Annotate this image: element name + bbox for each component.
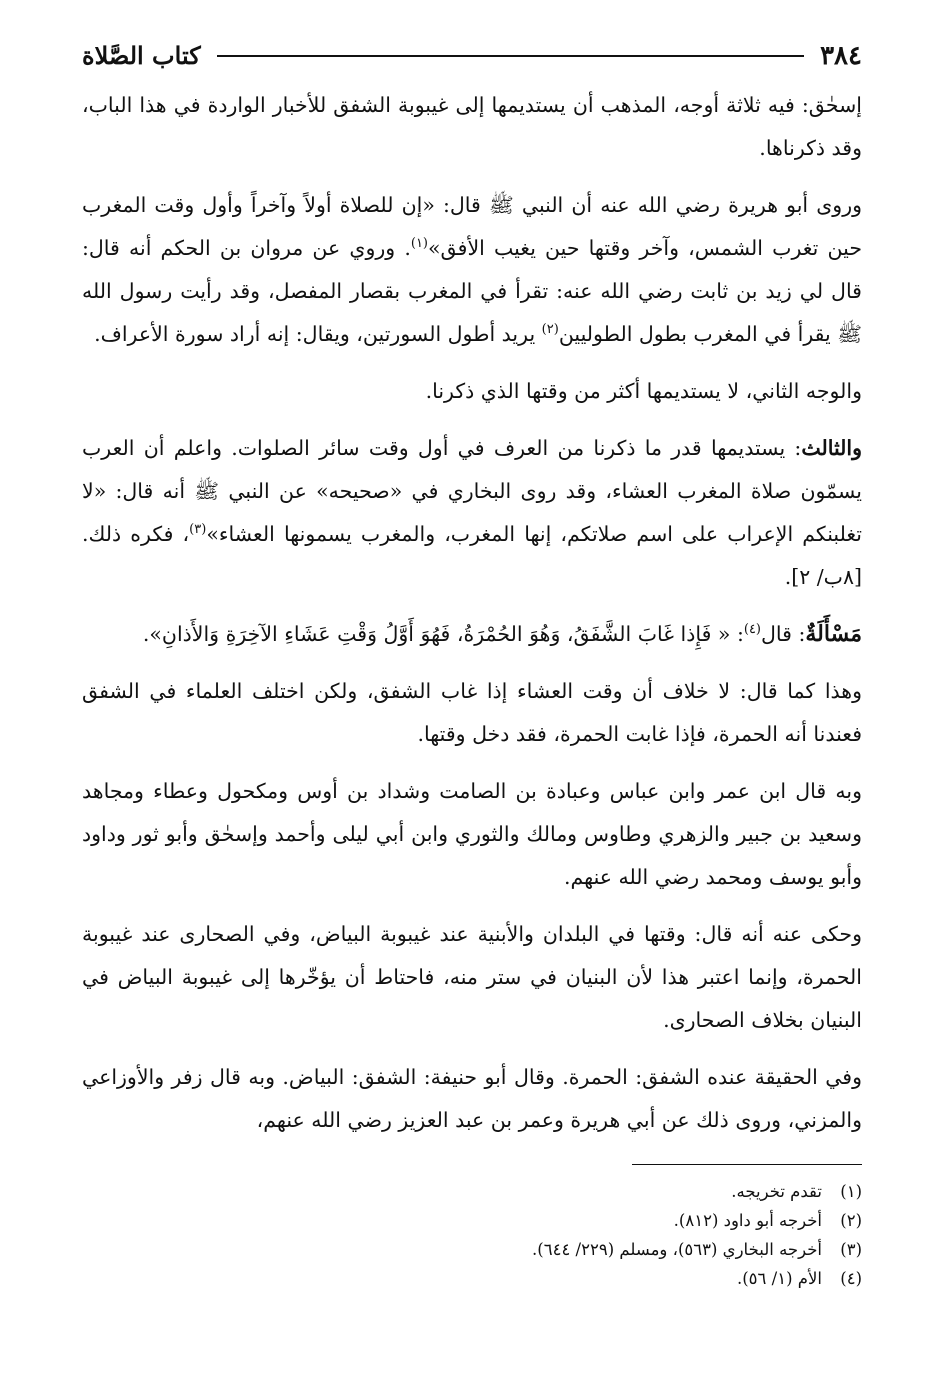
footnote-rule (632, 1164, 862, 1165)
paragraph-2 (82, 184, 862, 356)
footnote-number: (٤) (840, 1269, 862, 1288)
footnotes-list (82, 1177, 862, 1293)
masala-heading: مَسْأَلَةٌ (805, 621, 862, 647)
paragraph-text: : يستديمها قدر ما ذكرنا من العرف في أول وقت سائر الصلوات. واعلم أن العرب يسمّون صلاة المغرب العشاء، وقد روى البخاري في «صحيحه» عن النبي ﷺ أنه قال: «لا تغلبنكم الإعراب على اسم صلاتكم، إنها المغرب، والمغرب يسمونها العشاء» (82, 436, 862, 546)
paragraph-9 (82, 1056, 862, 1142)
page-number: ٣٨٤ (820, 41, 862, 71)
body-text (82, 84, 862, 1142)
footnote-text: تقدم تخريجه. (731, 1182, 822, 1201)
paragraph-text: . وروي عن مروان بن الحكم أنه قال: قال لي زيد بن ثابت رضي الله عنه: تقرأ في المغرب بقصار المفصل، وقد رأيت رسول الله ﷺ يقرأ في المغرب بطول الطوليين (82, 236, 862, 346)
footnote-item (82, 1206, 862, 1235)
masala-paragraph (82, 613, 862, 656)
paragraph-3 (82, 370, 862, 413)
footnote-ref[interactable]: (٤) (743, 622, 761, 638)
book-page (82, 38, 862, 1293)
footnote-text: أخرجه أبو داود (٨١٢). (673, 1211, 822, 1230)
paragraph-text: ، فكره ذلك. [٨ب/ ٢]. (82, 522, 862, 589)
footnote-number: (١) (840, 1182, 862, 1201)
footnote-text: أخرجه البخاري (٥٦٣)، ومسلم (٢٢٩/ ٦٤٤). (532, 1240, 822, 1259)
footnote-item (82, 1235, 862, 1264)
footnote-text: الأم (١/ ٥٦). (736, 1269, 822, 1288)
paragraph-text: والوجه الثاني، لا يستديمها أكثر من وقتها الذي ذكرنا. (425, 379, 862, 403)
footnote-number: (٢) (840, 1211, 862, 1230)
footnote-ref[interactable]: (٢) (541, 322, 559, 338)
matn-quote: : « فَإِذا غَابَ الشَّفَقُ، وَهُوَ الحُمْرَةُ، فَهُوَ أَوَّلُ وَقْتِ عَشَاءِ الآخِرَةِ وَالأَذانِ». (142, 622, 744, 646)
paragraph-text: وروى أبو هريرة رضي الله عنه أن النبي ﷺ قال: «إن للصلاة أولاً وآخراً وأول وقت المغرب حين تغرب الشمس، وآخر وقتها حين يغيب الأفق» (82, 193, 862, 260)
paragraph-lead: والثالث (801, 436, 862, 460)
paragraph-6 (82, 670, 862, 756)
footnote-ref[interactable]: (١) (410, 236, 428, 252)
paragraph-1 (82, 84, 862, 170)
paragraph-text: وبه قال ابن عمر وابن عباس وعبادة بن الصامت وشداد بن أوس ومكحول وعطاء ومجاهد وسعيد بن جبير والزهري وطاوس ومالك والثوري وابن أبي ليلى وأحمد وإسحٰق وأبو ثور وداود وأبو يوسف ومحمد رضي الله عنهم. (82, 779, 862, 889)
paragraph-text: وهذا كما قال: لا خلاف أن وقت العشاء إذا غاب الشفق، ولكن اختلف العلماء في الشفق فعندنا أنه الحمرة، فإذا غابت الحمرة، فقد دخل وقتها. (82, 679, 862, 746)
paragraph-text: وحكى عنه أنه قال: وقتها في البلدان والأبنية عند غيبوبة البياض، وفي الصحارى عند غيبوبة الحمرة، وإنما اعتبر هذا لأن البنيان في ستر منه، فاحتاط أن يؤخّرها إلى غيبوبة البياض في البنيان بخلاف الصحارى. (82, 922, 862, 1032)
footnote-item (82, 1177, 862, 1206)
running-title: كتاب الصَّلاة (82, 41, 201, 70)
footnote-item (82, 1264, 862, 1293)
page-header (82, 38, 862, 74)
paragraph-4 (82, 427, 862, 599)
paragraph-text: يريد أطول السورتين، ويقال: إنه أراد سورة الأعراف. (94, 322, 542, 346)
paragraph-text: إسحٰق: فيه ثلاثة أوجه، المذهب أن يستديمها إلى غيبوبة الشفق للأخبار الواردة في هذا الباب، وقد ذكرناها. (82, 93, 862, 160)
paragraph-text: وفي الحقيقة عنده الشفق: الحمرة. وقال أبو حنيفة: الشفق: البياض. وبه قال زفر والأوزاعي والمزني، وروى ذلك عن أبي هريرة وعمر بن عبد العزيز رضي الله عنهم، (82, 1065, 862, 1132)
header-rule (217, 55, 804, 57)
paragraph-7 (82, 770, 862, 899)
paragraph-text: : قال (761, 622, 806, 646)
paragraph-8 (82, 913, 862, 1042)
footnote-ref[interactable]: (٣) (189, 522, 207, 538)
footnote-number: (٣) (840, 1240, 862, 1259)
